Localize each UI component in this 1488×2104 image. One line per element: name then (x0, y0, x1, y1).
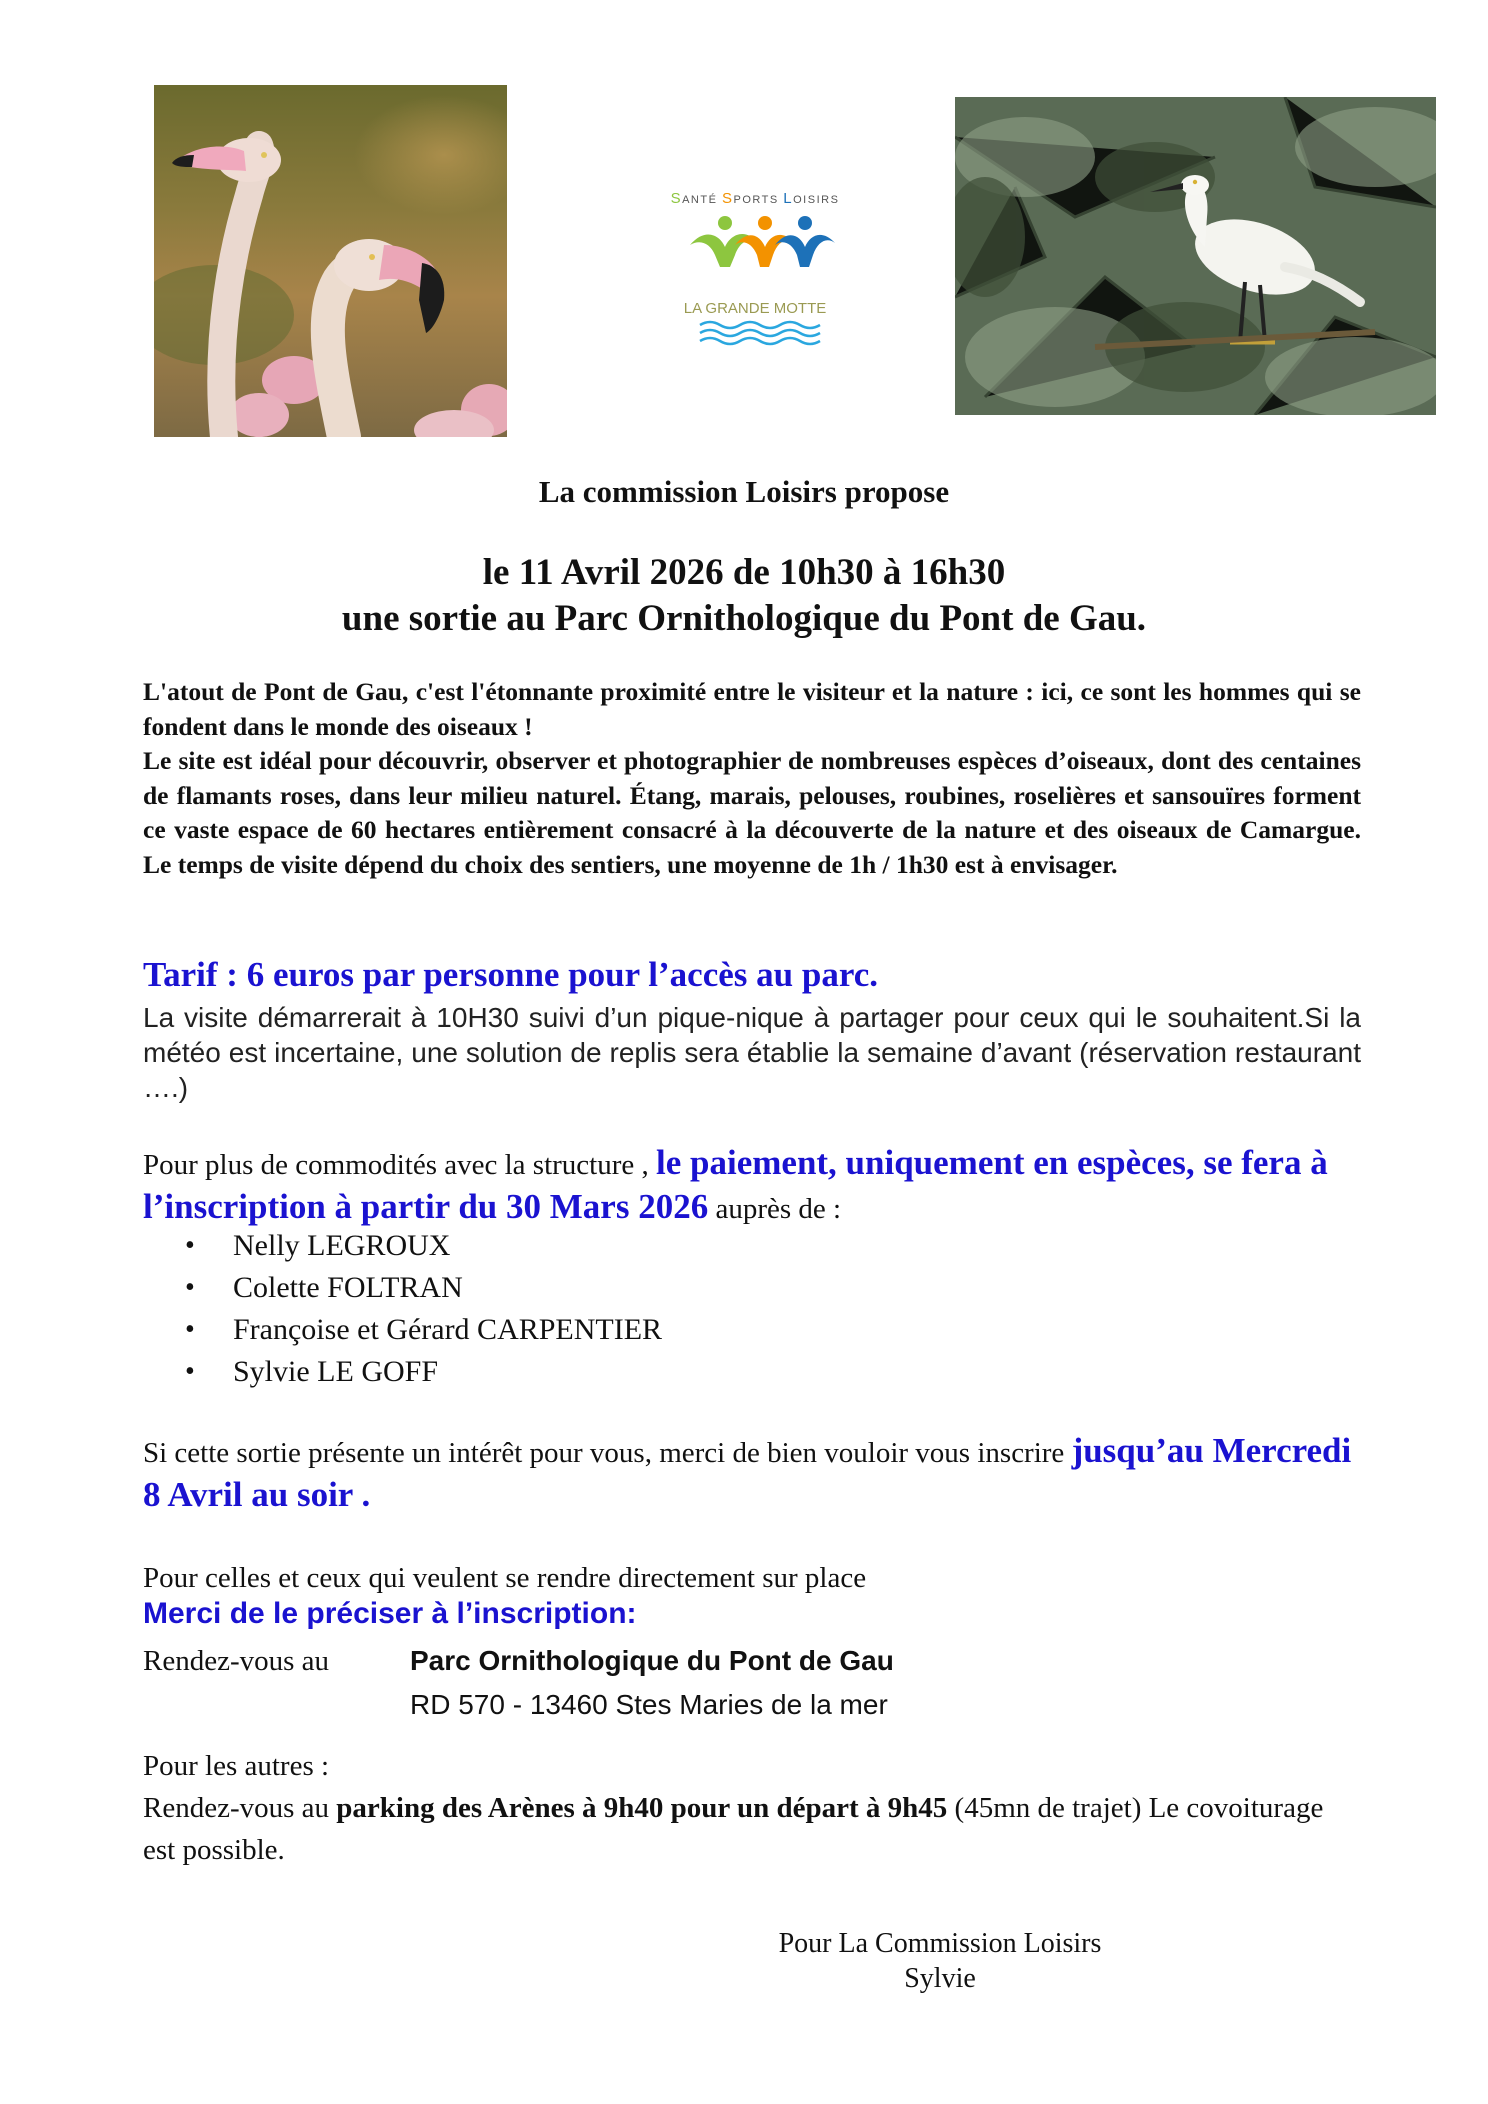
contact-name: Sylvie LE GOFF (233, 1355, 439, 1388)
tarif-title: Tarif : 6 euros par personne pour l’accès au parc. (143, 955, 879, 994)
headline-title: une sortie au Parc Ornithologique du Pont de Gau. (341, 598, 1147, 639)
others-block (143, 1745, 1361, 1871)
list-item (185, 1351, 662, 1393)
event-headline (0, 550, 1488, 642)
signature-line1: Pour La Commission Loisirs (778, 1928, 1102, 1959)
bullet-icon: • (185, 1272, 195, 1303)
rdv-address: RD 570 - 13460 Stes Maries de la mer (410, 1689, 888, 1720)
deadline-prefix: Si cette sortie présente un intérêt pour vous, merci de bien vouloir vous inscrire (143, 1437, 1072, 1469)
description (143, 675, 1361, 882)
payment-info (143, 1142, 1361, 1230)
payment-highlight: le paiement, uniquement en espèces, se fera à l’inscription à partir du 30 Mars 2026 (143, 1143, 1328, 1226)
list-item (185, 1225, 662, 1267)
others-prefix: Rendez-vous au (143, 1792, 337, 1824)
contact-name: Colette FOLTRAN (233, 1271, 463, 1304)
payment-suffix: auprès de : (708, 1193, 842, 1225)
svg-text:SANTÉ SPORTS LOISIRS: SANTÉ SPORTS LOISIRS (670, 190, 840, 207)
description-para2: Le site est idéal pour découvrir, observer et photographier de nombreuses espèces d’oiseaux, dont des centaines de flamants roses, dans leur milieu naturel. Étang, marais, pelouses, roubines, roselières et sansouïres forment ce vaste espace de 60 hectares entièrement consacré à la découverte de la nature et des oiseaux de Camargue. (143, 746, 1361, 844)
contact-name: Françoise et Gérard CARPENTIER (233, 1313, 663, 1346)
registration-deadline (143, 1430, 1361, 1518)
direct-note: Merci de le préciser à l’inscription: (143, 1597, 637, 1630)
egret-photo (955, 97, 1436, 415)
intro-line: La commission Loisirs propose (538, 474, 950, 509)
headline-date: le 11 Avril 2026 de 10h30 à 16h30 (482, 552, 1006, 593)
others-title: Pour les autres : (143, 1750, 330, 1782)
bullet-icon: • (185, 1314, 195, 1345)
description-para1: L'atout de Pont de Gau, c'est l'étonnante proximité entre le visiteur et la nature : ici, ce sont les hommes qui se fondent dans le monde des oiseaux ! (143, 677, 1361, 741)
contact-list (185, 1225, 662, 1393)
others-text (143, 1787, 1361, 1871)
tarif-text: La visite démarrerait à 10H30 suivi d’un pique-nique à partager pour ceux qui le souhaitent.Si la météo est incertaine, une solution de replis sera établie la semaine d’avant (réservation restaurant ….) (143, 1002, 1361, 1103)
svg-text:LA GRANDE MOTTE: LA GRANDE MOTTE (683, 300, 827, 317)
bullet-icon: • (185, 1356, 195, 1387)
others-bold: parking des Arènes à 9h40 pour un départ à 9h45 (336, 1792, 948, 1824)
flamingo-photo (154, 85, 507, 437)
rdv-place: Parc Ornithologique du Pont de Gau (410, 1645, 894, 1676)
bullet-icon: • (185, 1230, 195, 1261)
direct-text: Pour celles et ceux qui veulent se rendre directement sur place (143, 1562, 867, 1594)
description-para3: Le temps de visite dépend du choix des sentiers, une moyenne de 1h / 1h30 est à envisager. (143, 849, 1118, 879)
signature (700, 1926, 1180, 1996)
others-suffix: (45mn de trajet) Le covoiturage est possible. (143, 1792, 1324, 1866)
signature-name: Sylvie (904, 1963, 976, 1994)
payment-prefix: Pour plus de commodités avec la structure , (143, 1149, 657, 1181)
deadline-highlight: jusqu’au Mercredi 8 Avril au soir . (143, 1431, 1352, 1514)
contact-name: Nelly LEGROUX (233, 1229, 451, 1262)
list-item (185, 1309, 662, 1351)
sante-sports-loisirs-logo (640, 185, 870, 370)
list-item (185, 1267, 662, 1309)
rdv-label: Rendez-vous au (143, 1645, 330, 1677)
